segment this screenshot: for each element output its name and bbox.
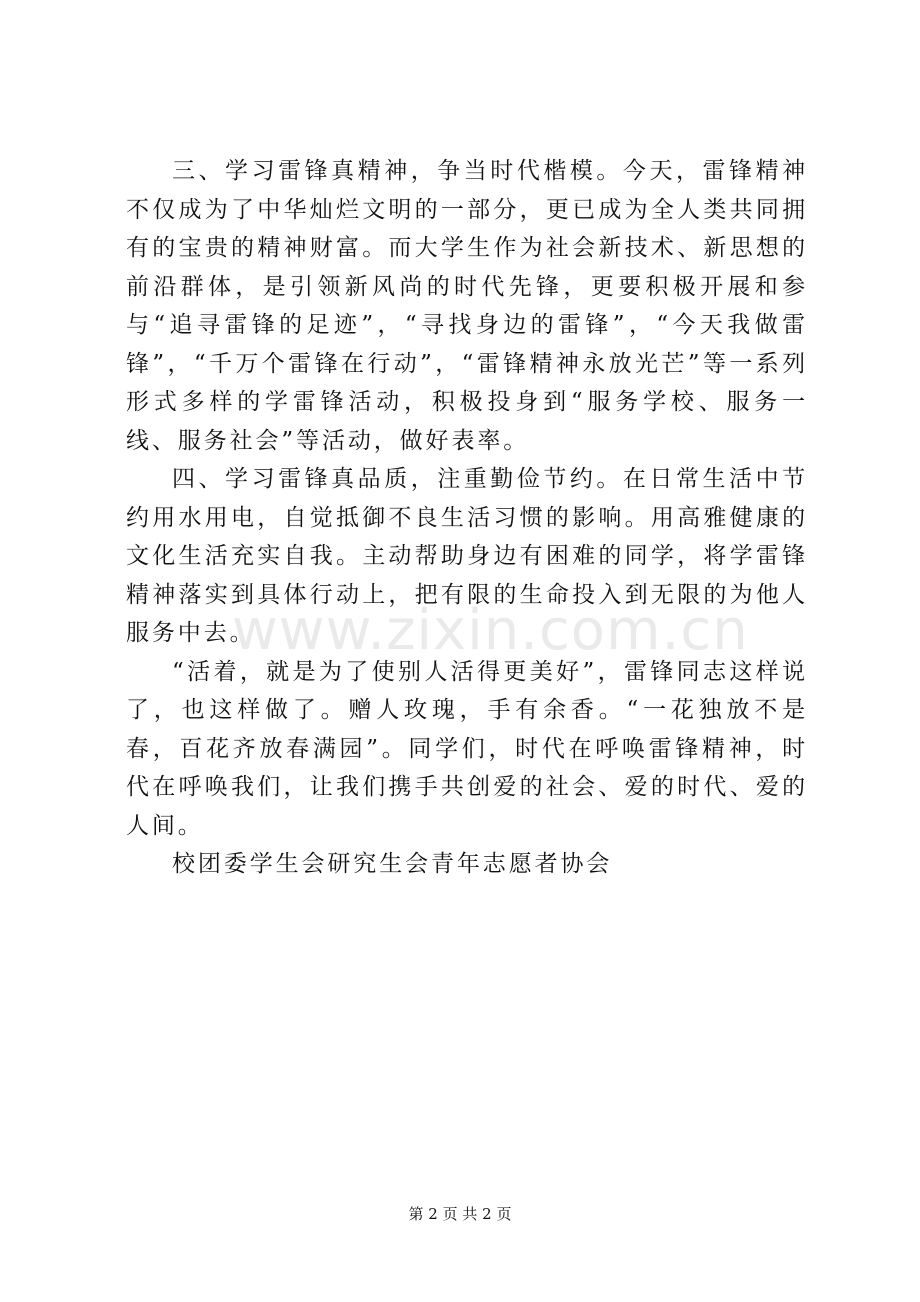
page-footer: 第 2 页 共 2 页 — [408, 1205, 512, 1223]
watermark: www.zixin.com.cn — [232, 598, 749, 663]
paragraph-four: 四、学习雷锋真品质，注重勤俭节约。在日常生活中节约用水用电，自觉抵御不良生活习惯的影响。用高雅健康的文化生活充实自我。主动帮助身边有困难的同学，将学雷锋精神落实到具体行动上，把有限的生命投入到无限的为他人服务中去。 — [126, 466, 808, 646]
paragraph-three: 三、学习雷锋真精神，争当时代楷模。今天，雷锋精神不仅成为了中华灿烂文明的一部分，更已成为全人类共同拥有的宝贵的精神财富。而大学生作为社会新技术、新思想的前沿群体，是引领新风尚的时代先锋，更要积极开展和参与“追寻雷锋的足迹”，“寻找身边的雷锋”，“今天我做雷锋”，“千万个雷锋在行动”，“雷锋精神永放光芒”等一系列形式多样的学雷锋活动，积极投身到“服务学校、服务一线、服务社会”等活动，做好表率。 — [126, 158, 808, 454]
signature: 校团委学生会研究生会青年志愿者协会 — [172, 851, 613, 877]
paragraph-closing: “活着，就是为了使别人活得更美好”，雷锋同志这样说了，也这样做了。赠人玫瑰，手有余香。“一花独放不是春，百花齐放春满园”。同学们，时代在呼唤雷锋精神，时代在呼唤我们，让我们携手共创爱的社会、爱的时代、爱的人间。 — [126, 658, 808, 839]
document-body — [126, 152, 808, 884]
